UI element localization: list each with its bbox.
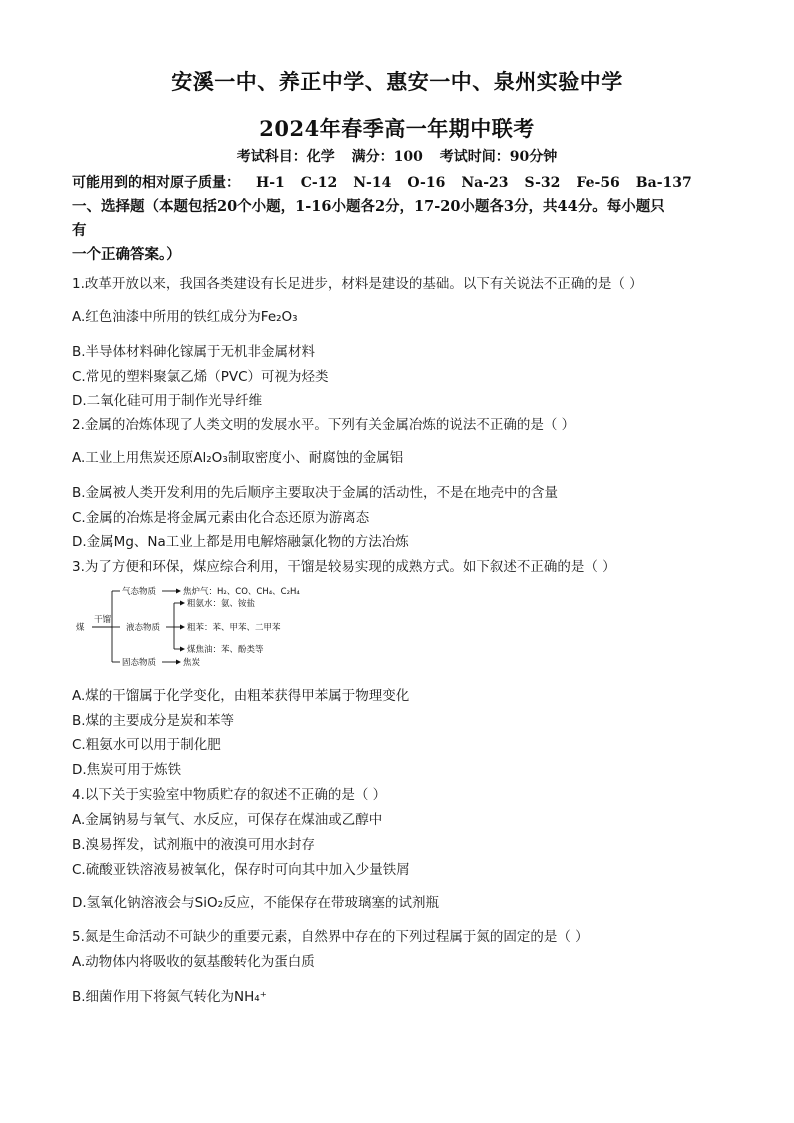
diagram-solid: 固态物质 xyxy=(122,658,157,668)
section-heading-line: 有 xyxy=(72,222,87,239)
atomic-mass-item: Ba-137 xyxy=(635,175,692,191)
atomic-mass-item: Na-23 xyxy=(461,175,509,191)
question-3-stem: 3.为了方便和环保，煤应综合利用，干馏是较易实现的成熟方式。如下叙述不正确的是（ ） xyxy=(72,559,616,575)
question-3-option-b: B.煤的主要成分是炭和苯等 xyxy=(72,713,235,729)
section-heading xyxy=(72,195,728,267)
question-1-option-c: C.常见的塑料聚氯乙烯（PVC）可视为烃类 xyxy=(72,369,329,385)
diagram-gas-product: 焦炉气：H₂、CO、CH₄、C₂H₄ xyxy=(183,587,300,597)
question-3-option-a: A.煤的干馏属于化学变化，由粗苯获得甲苯属于物理变化 xyxy=(72,688,410,704)
question-2-option-c: C.金属的冶炼是将金属元素由化合态还原为游离态 xyxy=(72,510,370,526)
diagram-liquid-product: 粗氨水：氨、铵盐 xyxy=(187,599,256,609)
question-1-option-d: D.二氧化硅可用于制作光导纤维 xyxy=(72,393,263,409)
question-1-option-a: A.红色油漆中所用的铁红成分为Fe₂O₃ xyxy=(72,309,298,325)
exam-title: 2024年春季高一年期中联考 xyxy=(259,116,535,141)
question-4-option-c: C.硫酸亚铁溶液易被氧化，保存时可向其中加入少量铁屑 xyxy=(72,862,410,878)
atomic-mass-item: C-12 xyxy=(300,175,338,191)
diagram-liquid-product: 粗苯：苯、甲苯、二甲苯 xyxy=(187,623,281,633)
diagram-solid-product: 焦炭 xyxy=(183,658,201,668)
question-4-option-b: B.溴易挥发，试剂瓶中的液溴可用水封存 xyxy=(72,837,316,853)
section-heading-line: 一、选择题（本题包括20个小题，1-16小题各2分，17-20小题各3分，共44分。每小题只 xyxy=(72,198,665,215)
question-5-stem: 5.氮是生命活动不可缺少的重要元素，自然界中存在的下列过程属于氮的固定的是（ ） xyxy=(72,929,589,945)
atomic-mass-item: O-16 xyxy=(407,175,446,191)
question-1-option-b: B.半导体材料砷化镓属于无机非金属材料 xyxy=(72,344,316,360)
coal-distillation-diagram xyxy=(76,583,336,669)
question-1-stem: 1.改革开放以来，我国各类建设有长足进步，材料是建设的基础。以下有关说法不正确的是（ ） xyxy=(72,276,643,292)
question-4-option-a: A.金属钠易与氧气、水反应，可保存在煤油或乙醇中 xyxy=(72,812,383,828)
diagram-gas: 气态物质 xyxy=(122,587,157,597)
question-5-option-a: A.动物体内将吸收的氨基酸转化为蛋白质 xyxy=(72,954,315,970)
question-4-option-d: D.氢氧化钠溶液会与SiO₂反应，不能保存在带玻璃塞的试剂瓶 xyxy=(72,895,440,911)
question-2-option-a: A.工业上用焦炭还原Al₂O₃制取密度小、耐腐蚀的金属铝 xyxy=(72,450,404,466)
atomic-masses xyxy=(72,172,692,192)
question-2-option-d: D.金属Mg、Na工业上都是用电解熔融氯化物的方法冶炼 xyxy=(72,534,409,550)
diagram-liquid-product: 煤焦油：苯、酚类等 xyxy=(187,645,264,655)
diagram-liquid: 液态物质 xyxy=(126,623,161,633)
question-3-option-c: C.粗氨水可以用于制化肥 xyxy=(72,737,221,753)
atomic-mass-item: H-1 xyxy=(256,175,285,191)
diagram-root: 煤 xyxy=(76,623,85,633)
exam-subject: 考试科目：化学 xyxy=(236,149,335,165)
exam-info xyxy=(0,146,794,166)
atomic-mass-item: S-32 xyxy=(524,175,561,191)
exam-time: 考试时间：90分钟 xyxy=(439,149,558,165)
school-title: 安溪一中、养正中学、惠安一中、泉州实验中学 xyxy=(171,69,623,94)
question-5-option-b: B.细菌作用下将氮气转化为NH₄⁺ xyxy=(72,989,267,1005)
exam-full-marks: 满分：100 xyxy=(351,149,423,165)
section-heading-line: 一个正确答案。） xyxy=(72,246,181,263)
atomic-mass-item: N-14 xyxy=(353,175,392,191)
atomic-masses-label: 可能用到的相对原子质量： xyxy=(72,175,240,191)
question-2-stem: 2.金属的冶炼体现了人类文明的发展水平。下列有关金属冶炼的说法不正确的是（ ） xyxy=(72,417,576,433)
question-4-stem: 4.以下关于实验室中物质贮存的叙述不正确的是（ ） xyxy=(72,787,387,803)
question-3-option-d: D.焦炭可用于炼铁 xyxy=(72,762,182,778)
question-2-option-b: B.金属被人类开发利用的先后顺序主要取决于金属的活动性，不是在地壳中的含量 xyxy=(72,485,559,501)
atomic-mass-item: Fe-56 xyxy=(576,175,620,191)
diagram-process: 干馏 xyxy=(94,615,112,625)
